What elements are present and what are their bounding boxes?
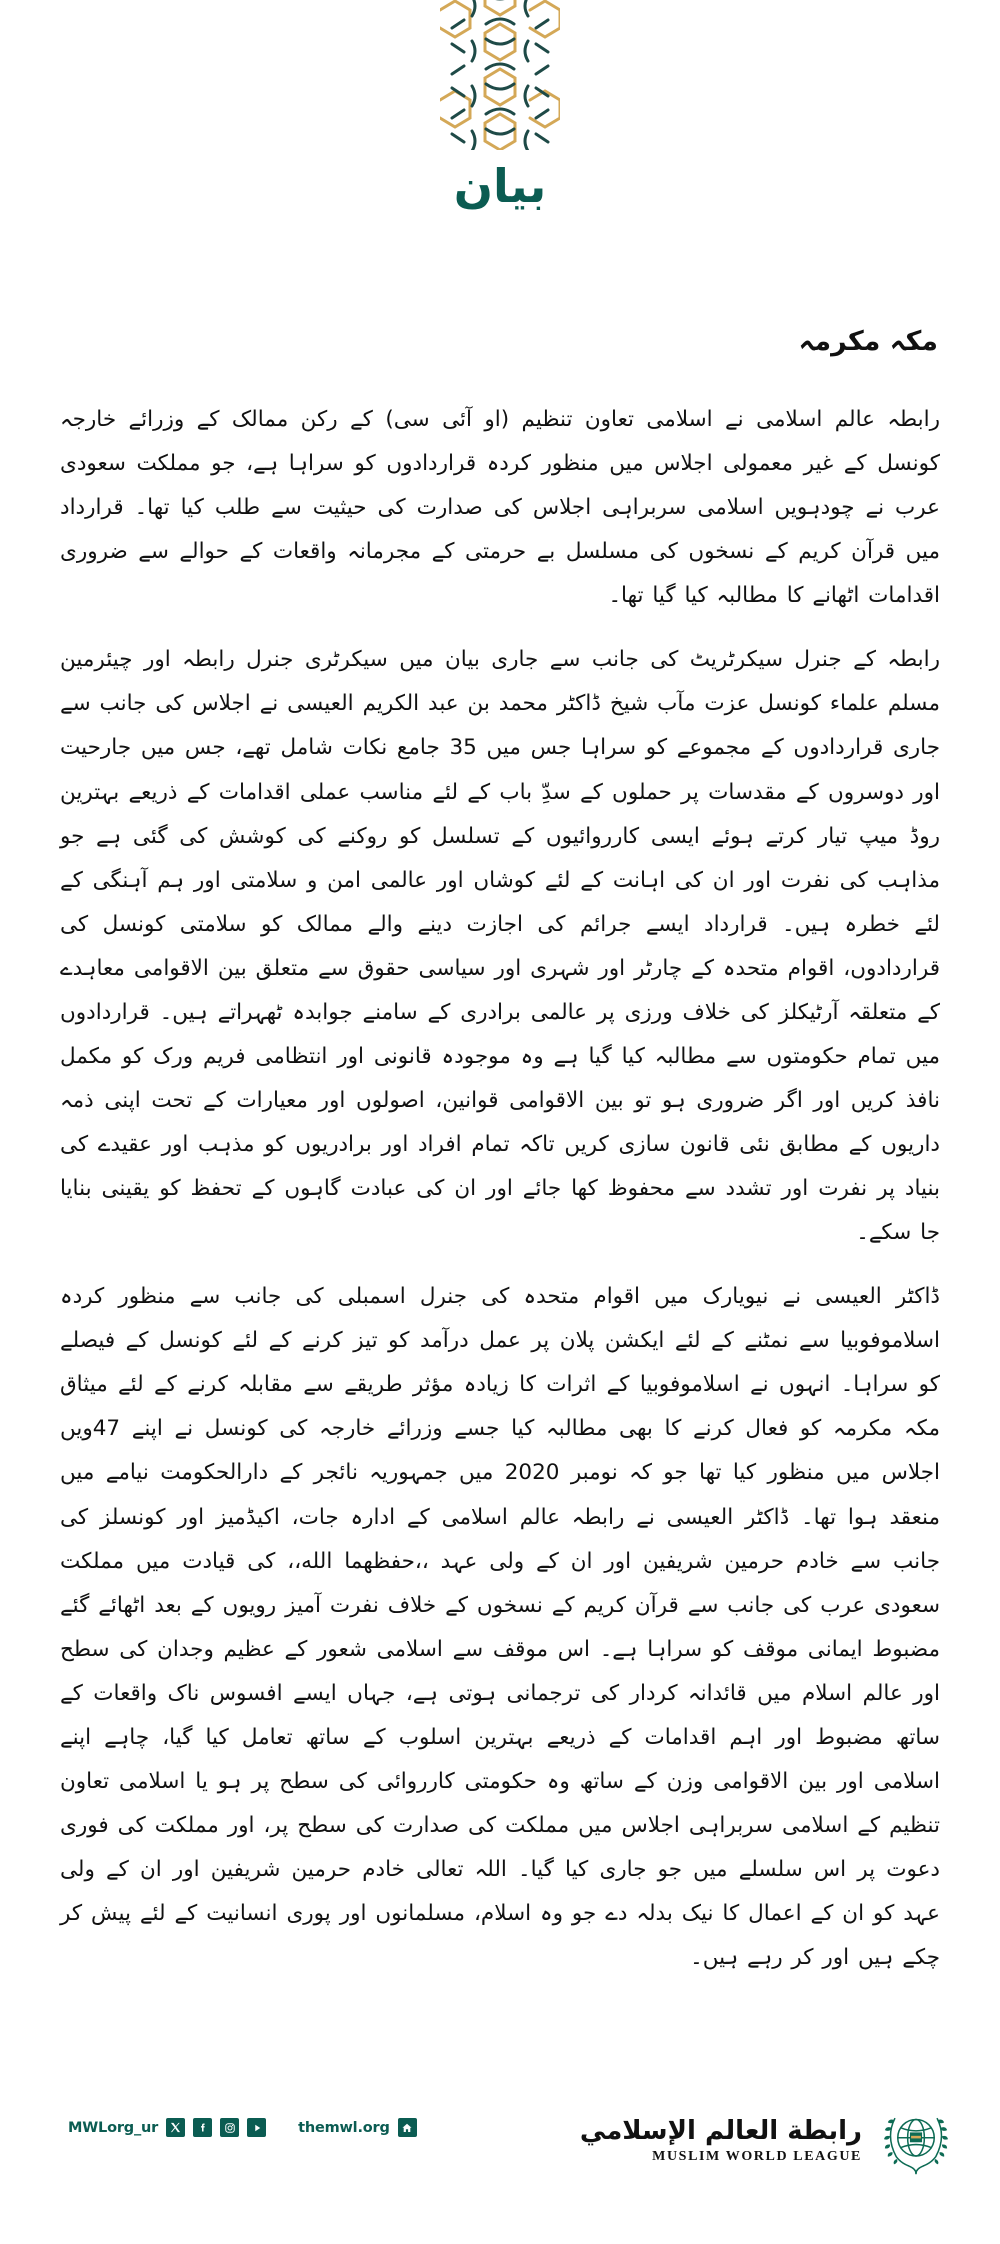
footer-links: [68, 2118, 417, 2137]
body-paragraph: ڈاکٹر العیسی نے نیویارک میں اقوام متحدہ کی جنرل اسمبلی کی جانب سے منظور کردہ اسلاموفوبیا سے نمٹنے کے لئے ایکشن پلان پر عمل درآمد کو تیز کرنے کے لئے کونسل کے فیصلے کو سراہا۔ انہوں نے اسلاموفوبیا کے اثرات کا زیادہ مؤثر طریقے سے مقابلہ کرنے کے لئے میثاق مکہ مکرمہ کو فعال کرنے کا بھی مطالبہ کیا جسے وزرائے خارجہ کی کونسل نے اپنے 47ویں اجلاس میں منظور کیا تھا جو کہ نومبر 2020 میں جمہوریہ نائجر کے دارالحکومت نیامے میں منعقد ہوا تھا۔ ڈاکٹر العیسی نے رابطہ عالم اسلامی کے ادارہ جات، اکیڈمیز اور کونسلز کی جانب سے خادم حرمین شریفین اور ان کے ولی عہد ،،حفظهما الله،، کی قیادت میں مملکت سعودی عرب کی جانب سے قرآن کریم کے نسخوں کے خلاف نفرت آمیز رویوں کے بعد اٹھائے گئے مضبوط ایمانی موقف کو سراہا ہے۔ اس موقف سے اسلامی شعور کے عظیم وجدان کی سطح اور عالم اسلام میں قائدانہ کردار کی ترجمانی ہوتی ہے، جہاں ایسے افسوس ناک واقعات کے ساتھ مضبوط اور اہم اقدامات کے ذریعے بہترین اسلوب کے ساتھ تعامل کیا گیا، چاہے اپنے اسلامی اور بین الاقوامی وزن کے ساتھ وہ حکومتی کارروائی کی سطح پر ہو یا اسلامی تعاون تنظیم کے اسلامی سربراہی اجلاس میں مملکت کی صدارت کی سطح پر، اور مملکت کی فوری دعوت پر اس سلسلے میں جو جاری کیا گیا۔ اللہ تعالی خادم حرمین شریفین اور ان کے ولی عہد کو ان کے اعمال کا نیک بدلہ دے جو وہ اسلام، مسلمانوں اور پوری انسانیت کے لئے پیش کر چکے ہیں اور کر رہے ہیں۔: [60, 1284, 941, 1971]
statement-body: [60, 398, 940, 1980]
website-group[interactable]: [298, 2118, 417, 2137]
mwl-logo: [580, 2102, 954, 2178]
website-label: themwl.org: [298, 2119, 390, 2136]
x-twitter-icon[interactable]: [166, 2118, 185, 2137]
instagram-icon[interactable]: [220, 2118, 239, 2137]
social-handle-label: MWLorg_ur: [68, 2119, 159, 2136]
logo-arabic-text: رابطة العالم الإسلامي: [579, 2115, 862, 2146]
page-footer: [0, 2108, 1000, 2198]
dateline: مکہ مکرمہ: [798, 326, 938, 357]
logo-english-text: MUSLIM WORLD LEAGUE: [652, 2149, 862, 2165]
youtube-icon[interactable]: [247, 2118, 266, 2137]
home-icon[interactable]: [398, 2118, 417, 2137]
globe-laurel-emblem-icon: [878, 2102, 954, 2178]
body-paragraph: رابطہ عالم اسلامی نے اسلامی تعاون تنظیم (او آئی سی) کے رکن ممالک کے وزرائے خارجہ کونسل کے غیر معمولی اجلاس میں منظور کردہ قراردادوں کو سراہا ہے، جو مملکت سعودی عرب نے چودہویں اسلامی سربراہی اجلاس کی صدارت کی حیثیت سے طلب کیا تھا۔ قرارداد میں قرآن کریم کے نسخوں کی مسلسل بے حرمتی کے مجرمانہ واقعات کے حوالے سے ضروری اقدامات اٹھانے کا مطالبہ کیا گیا تھا۔: [60, 407, 940, 609]
social-handle-group[interactable]: [68, 2118, 266, 2137]
facebook-icon[interactable]: [193, 2118, 212, 2137]
body-paragraph: رابطہ کے جنرل سیکرٹریٹ کی جانب سے جاری بیان میں سیکرٹری جنرل رابطہ اور چیئرمین مسلم علماء کونسل عزت مآب شیخ ڈاکٹر محمد بن عبد الکریم العیسی نے اجلاس کی جانب سے جاری قراردادوں کے مجموعے کو سراہا جس میں 35 جامع نکات شامل تھے، جس میں جارحیت اور دوسروں کے مقدسات پر حملوں کے سدِّ باب کے لئے مناسب عملی اقدامات کے ذریعے بہترین روڈ میپ تیار کرتے ہوئے ایسی کارروائیوں کے تسلسل کو روکنے کی کوشش کی گئی ہے جو مذاہب کی نفرت اور ان کی اہانت کے لئے کوشاں اور عالمی امن و سلامتی اور ہم آہنگی کے لئے خطرہ ہیں۔ قرارداد ایسے جرائم کی اجازت دینے والے ممالک کو سلامتی کونسل کی قراردادوں، اقوام متحدہ کے چارٹر اور شہری اور سیاسی حقوق سے متعلق بین الاقوامی معاہدے کے متعلقہ آرٹیکلز کی خلاف ورزی پر عالمی برادری کے سامنے جوابدہ ٹھہراتے ہیں۔ قراردادوں میں تمام حکومتوں سے مطالبہ کیا گیا ہے وہ موجودہ قانونی اور انتظامی فریم ورک کو مکمل نافذ کریں اور اگر ضروری ہو تو بین الاقوامی قوانین، اصولوں اور معیارات کے تحت اپنی ذمہ داریوں کے مطابق نئی قانون سازی کریں تاکہ تمام افراد اور برادریوں کو مذہب اور عقیدے کی بنیاد پر نفرت اور تشدد سے محفوظ کھا جائے اور ان کی عبادت گاہوں کے تحفظ کو یقینی بنایا جا سکے۔: [60, 647, 940, 1246]
header-ornament: [0, 0, 1000, 150]
logo-wordmark: [580, 2115, 862, 2166]
islamic-geometric-pattern-icon: [440, 0, 560, 150]
title-block: [0, 158, 1000, 216]
page-title: بیان: [453, 159, 547, 213]
